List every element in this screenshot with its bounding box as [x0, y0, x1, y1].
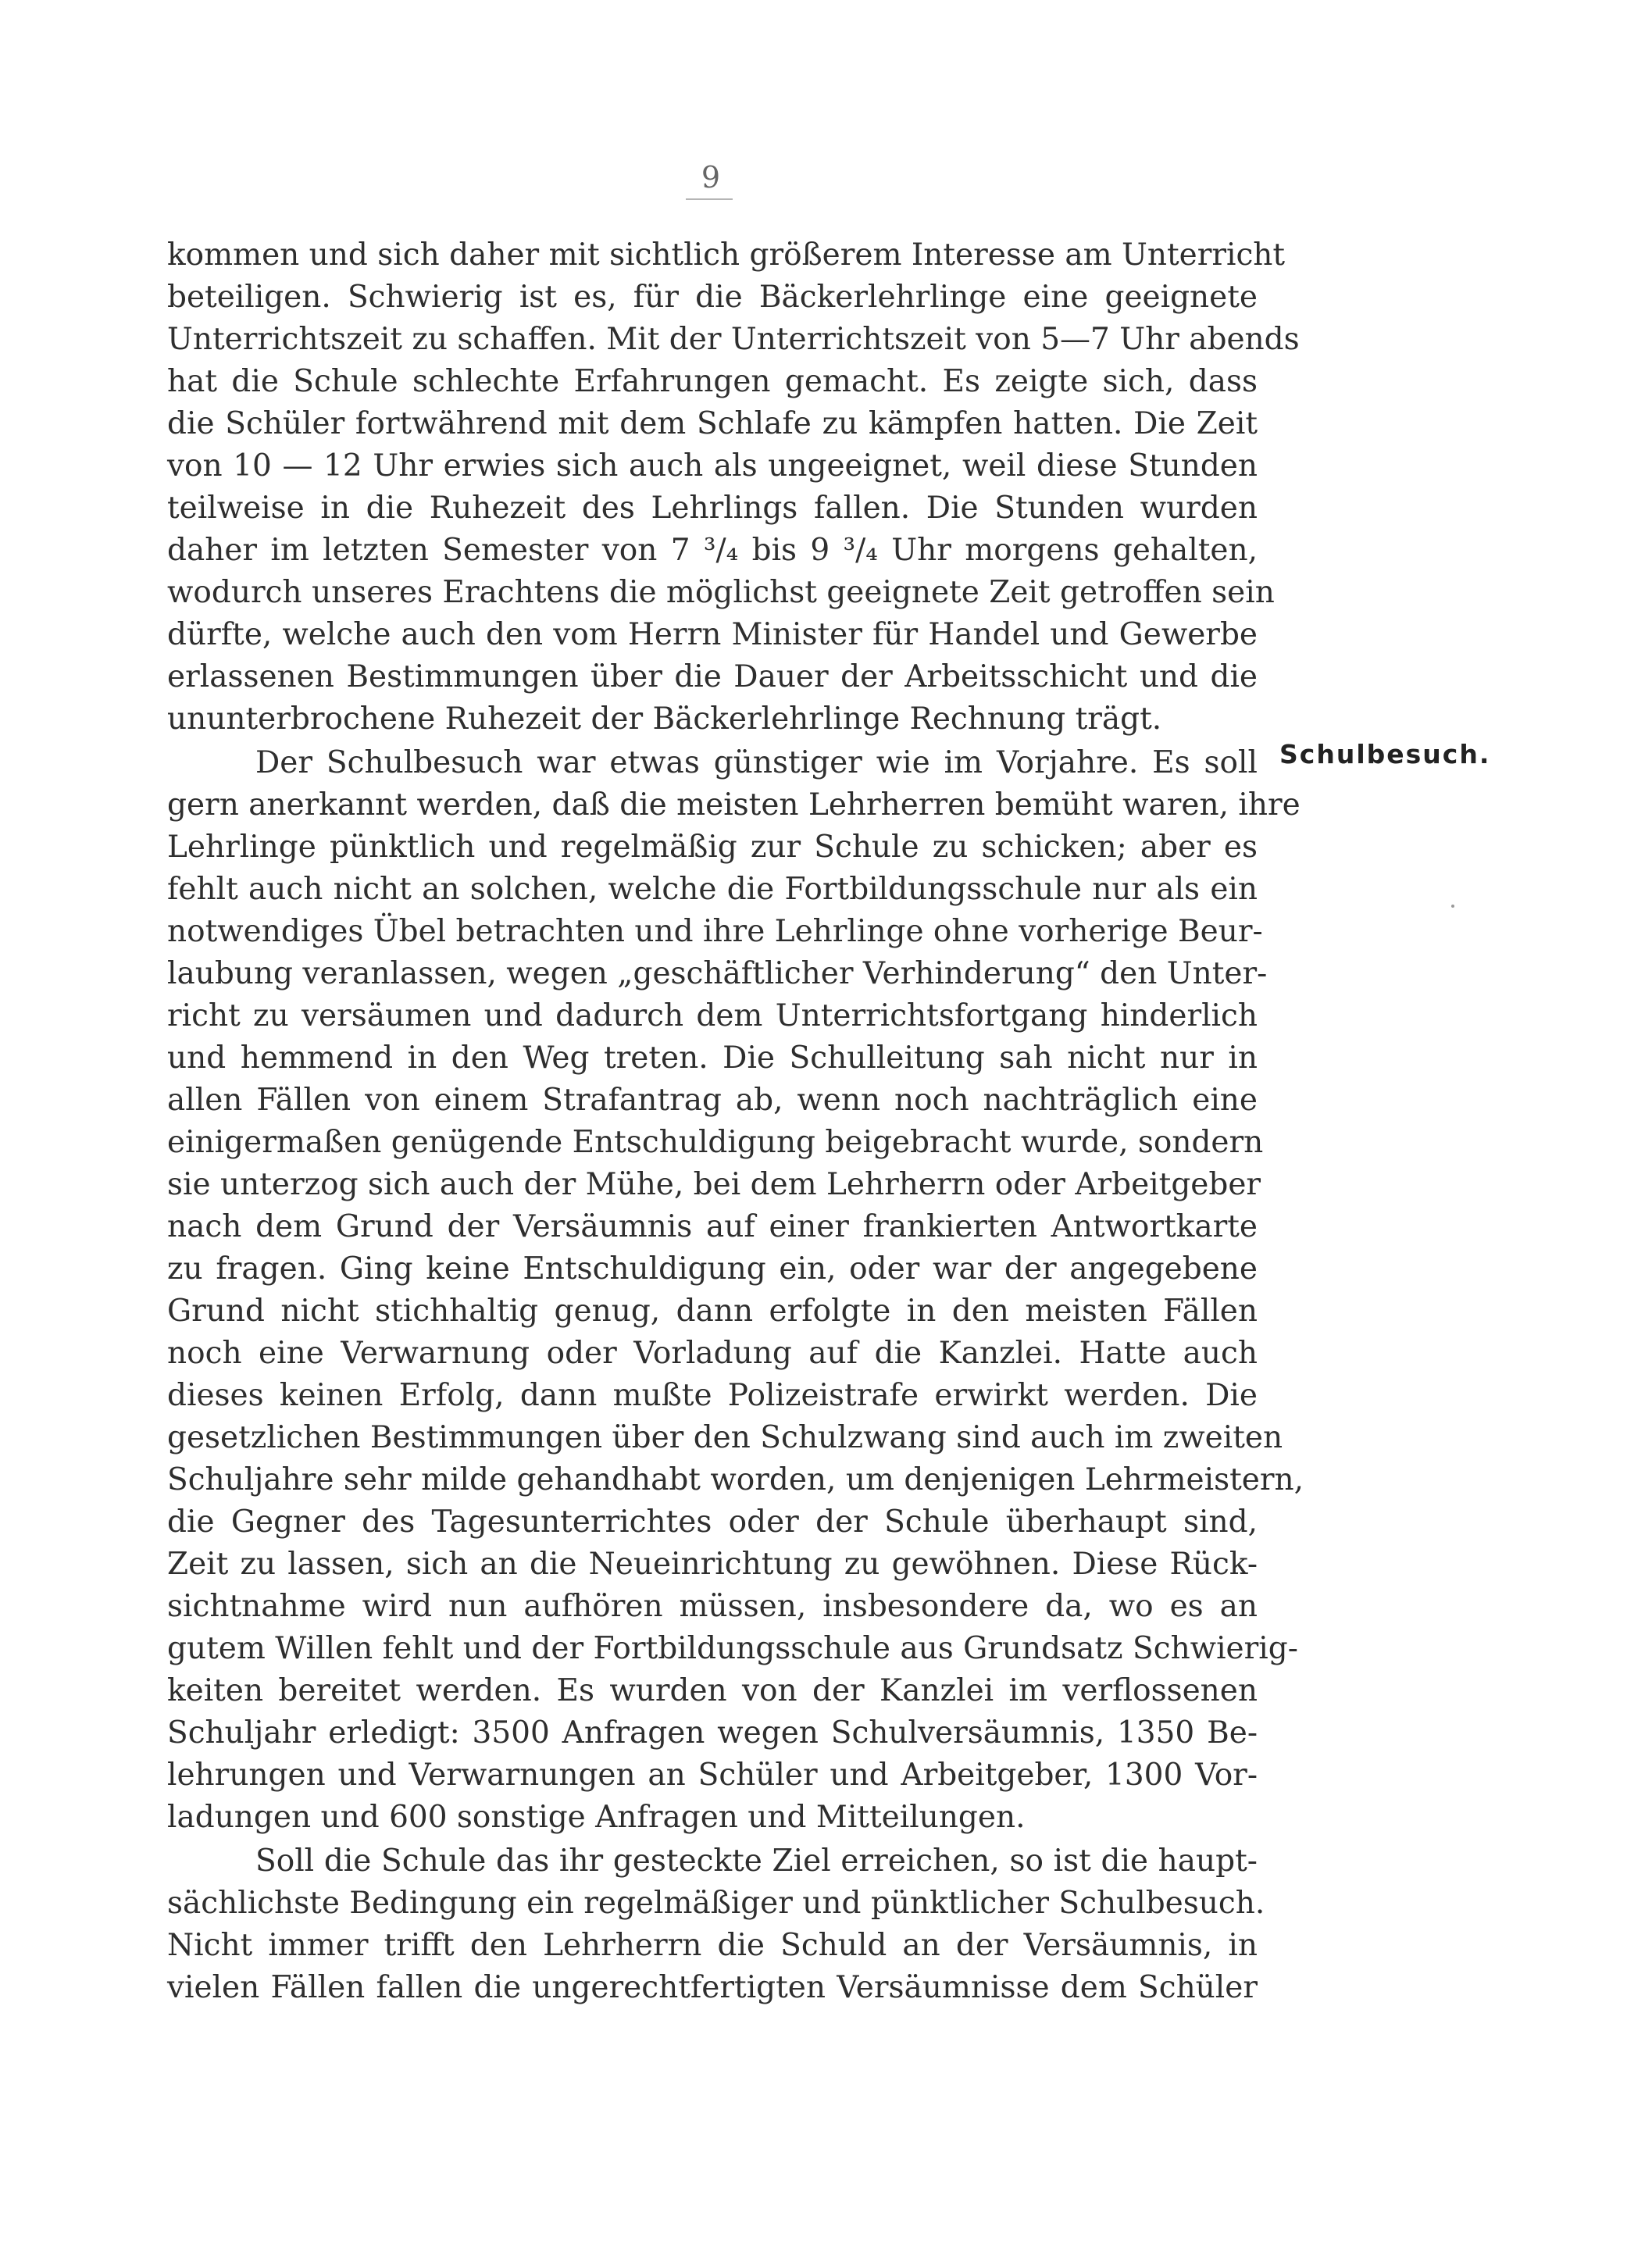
text-line: gern anerkannt werden, daß die meisten Lehrherren bemüht waren, ihre	[167, 787, 1301, 823]
text-line: hat die Schule schlechte Erfahrungen gemacht. Es zeigte sich, dass	[167, 364, 1258, 399]
text-line: keiten bereitet werden. Es wurden von der Kanzlei im verflossenen	[167, 1673, 1258, 1708]
text-line: Lehrlinge pünktlich und regelmäßig zur Schule zu schicken; aber es	[167, 830, 1258, 865]
paragraph-3	[167, 1840, 1265, 2009]
text-line: gutem Willen fehlt und der Fortbildungsschule aus Grundsatz Schwierig-	[167, 1631, 1298, 1666]
text-line: die Gegner des Tagesunterrichtes oder der Schule überhaupt sind,	[167, 1504, 1258, 1540]
text-line: kommen und sich daher mit sichtlich größerem Interesse am Unterricht	[167, 237, 1286, 273]
text-line: sie unterzog sich auch der Mühe, bei dem Lehrherrn oder Arbeitgeber	[167, 1167, 1261, 1202]
text-line: noch eine Verwarnung oder Vorladung auf die Kanzlei. Hatte auch	[167, 1336, 1258, 1371]
text-line: Grund nicht stichhaltig genug, dann erfolgte in den meisten Fällen	[167, 1294, 1258, 1329]
text-line: lehrungen und Verwarnungen an Schüler und Arbeitgeber, 1300 Vor-	[167, 1758, 1258, 1793]
text-line: richt zu versäumen und dadurch dem Unterrichtsfortgang hinderlich	[167, 998, 1258, 1033]
text-line: ladungen und 600 sonstige Anfragen und Mitteilungen.	[167, 1800, 1026, 1835]
text-line: gesetzlichen Bestimmungen über den Schulzwang sind auch im zweiten	[167, 1420, 1283, 1455]
text-line: fehlt auch nicht an solchen, welche die Fortbildungsschule nur als ein	[167, 872, 1258, 907]
text-line: Soll die Schule das ihr gesteckte Ziel erreichen, so ist die haupt-	[255, 1843, 1258, 1879]
text-line: daher im letzten Semester von 7 ³/₄ bis 9 ³/₄ Uhr morgens gehalten,	[167, 533, 1258, 568]
text-line: die Schüler fortwährend mit dem Schlafe zu kämpfen hatten. Die Zeit	[167, 406, 1258, 441]
text-line: Zeit zu lassen, sich an die Neueinrichtung zu gewöhnen. Diese Rück-	[167, 1547, 1258, 1582]
body-text	[167, 234, 1304, 2011]
paragraph-1	[167, 234, 1300, 741]
text-line: notwendiges Übel betrachten und ihre Lehrlinge ohne vorherige Beur-	[167, 914, 1263, 949]
text-line: Schuljahre sehr milde gehandhabt worden, um denjenigen Lehrmeistern,	[167, 1462, 1304, 1497]
text-line: von 10 — 12 Uhr erwies sich auch als ungeeignet, weil diese Stunden	[167, 448, 1258, 484]
text-line: und hemmend in den Weg treten. Die Schulleitung sah nicht nur in	[167, 1040, 1258, 1076]
text-line: beteiligen. Schwierig ist es, für die Bäckerlehrlinge eine geeignete	[167, 280, 1258, 315]
text-line: dürfte, welche auch den vom Herrn Minister für Handel und Gewerbe	[167, 617, 1258, 652]
text-line: vielen Fällen fallen die ungerechtfertigten Versäumnisse dem Schüler	[167, 1970, 1258, 2005]
text-line: dieses keinen Erfolg, dann mußte Polizeistrafe erwirkt werden. Die	[167, 1378, 1258, 1413]
text-line: laubung veranlassen, wegen „geschäftlicher Verhinderung“ den Unter-	[167, 956, 1268, 991]
text-line: sichtnahme wird nun aufhören müssen, insbesondere da, wo es an	[167, 1589, 1258, 1624]
text-line: Unterrichtszeit zu schaffen. Mit der Unterrichtszeit von 5—7 Uhr abends	[167, 322, 1300, 357]
text-line: Nicht immer trifft den Lehrherrn die Schuld an der Versäumnis, in	[167, 1928, 1258, 1963]
text-line: nach dem Grund der Versäumnis auf einer frankierten Antwortkarte	[167, 1209, 1258, 1244]
text-line: ununterbrochene Ruhezeit der Bäckerlehrlinge Rechnung trägt.	[167, 701, 1162, 737]
text-line: sächlichste Bedingung ein regelmäßiger und pünktlicher Schulbesuch.	[167, 1886, 1265, 1921]
text-line: Der Schulbesuch war etwas günstiger wie im Vorjahre. Es soll	[255, 745, 1258, 780]
text-line: zu fragen. Ging keine Entschuldigung ein, oder war der angegebene	[167, 1251, 1258, 1287]
marginal-note: Schulbesuch.	[1279, 739, 1491, 769]
text-line: einigermaßen genügende Entschuldigung beigebracht wurde, sondern	[167, 1125, 1264, 1160]
text-line: Schuljahr erledigt: 3500 Anfragen wegen Schulversäumnis, 1350 Be-	[167, 1715, 1258, 1751]
text-line: teilweise in die Ruhezeit des Lehrlings fallen. Die Stunden wurden	[167, 491, 1258, 526]
page-number-rule	[686, 198, 733, 200]
scan-speck	[1451, 905, 1454, 908]
page-number: 9	[701, 160, 721, 195]
text-line: erlassenen Bestimmungen über die Dauer der Arbeitsschicht und die	[167, 659, 1258, 694]
paragraph-2	[167, 742, 1304, 1839]
text-line: wodurch unseres Erachtens die möglichst geeignete Zeit getroffen sein	[167, 575, 1275, 610]
text-line: allen Fällen von einem Strafantrag ab, wenn noch nachträglich eine	[167, 1083, 1258, 1118]
